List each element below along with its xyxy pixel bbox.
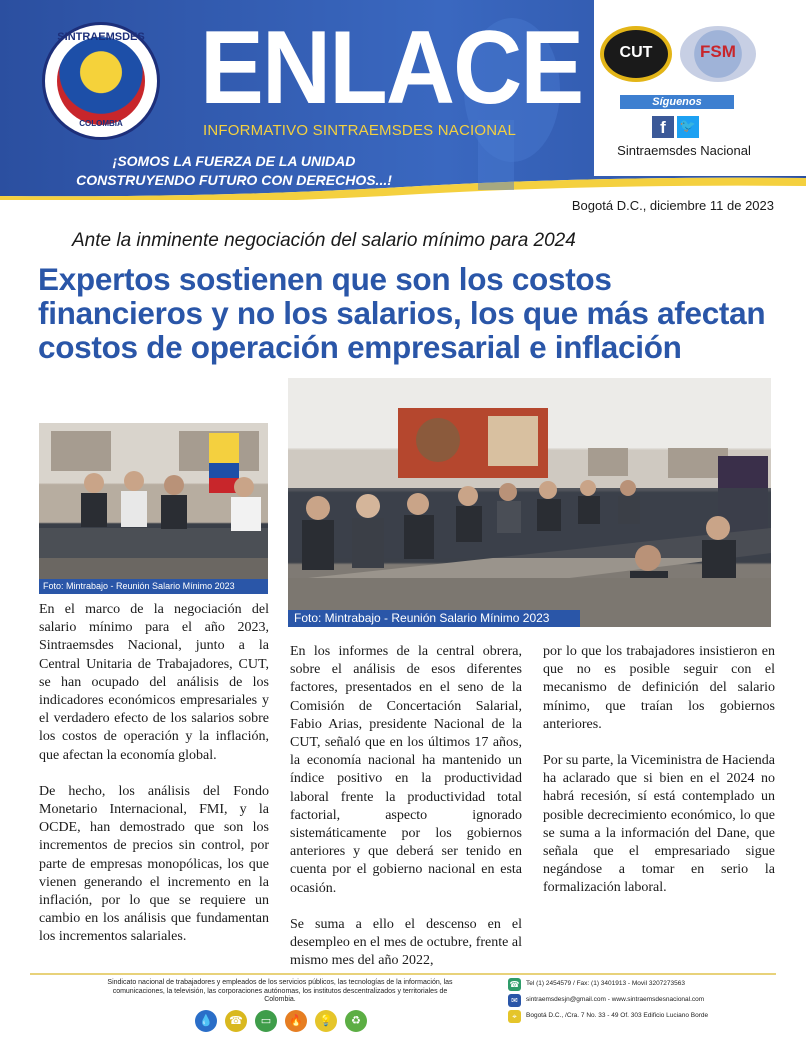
fsm-logo — [680, 26, 756, 82]
location-pin-icon: ⌖ — [508, 1010, 521, 1023]
contact-email-row — [508, 994, 788, 1008]
paragraph: En los informes de la central obrera, sobre el análisis de esos diferentes factores, presentados en el seno de la Comisión de Concertación Salarial, Fabio Arias, presidente Nacional de la CUT, señaló que en los últimos 17 años, la economía nacional ha mantenido un índice positivo en la productividad laboral frente la productividad total factorial, aspecto ignorado sistemáticamente por los gobiernos anteriores y que deberá ser tenido en cuenta por el gobierno nacional en esta ocasión. — [290, 644, 522, 896]
headline: Expertos sostienen que son los costos financieros y no los salarios, los que más afectan costos de operación empresarial e inflación — [38, 261, 766, 365]
facebook-icon[interactable]: f — [652, 116, 674, 138]
television-icon: ▭ — [255, 1010, 277, 1032]
light-bulb-icon: 💡 — [315, 1010, 337, 1032]
cut-logo-text: CUT — [619, 44, 653, 61]
kicker: Ante la inminente negociación del salario mínimo para 2024 — [72, 230, 576, 251]
paragraph: De hecho, los análisis del Fondo Monetario Internacional, FMI, y la OCDE, han demostrado que son los incrementos de precios sin control, por parte de empresas monopólicas, los que vienen generando el incremento en la inflación, por lo que se requiere un cambio en los análisis que fundamentan los incrementos salariales. — [39, 783, 269, 945]
contact-phone-row — [508, 978, 788, 992]
contact-email-web[interactable]: sintraemsdesjn@gmail.com - www.sintraemsdesnacional.com — [526, 996, 705, 1003]
photo-caption-small: Foto: Mintrabajo - Reunión Salario Mínimo 2023 — [39, 579, 268, 594]
water-icon: 💧 — [195, 1010, 217, 1032]
meeting-photo-small — [39, 423, 268, 594]
paragraph: En el marco de la negociación del salario mínimo para el año 2023, Sintraemsdes Nacional, junto a la Central Unitaria de Trabajadores, CUT, se han ocupado del análisis de los indicadores económicos empresariales y el verdadero efecto de los salarios sobre los costos de operación y la inflación, que afectan la economía global. — [39, 602, 269, 763]
contact-address: Bogotá D.C., /Cra. 7 No. 33 - 49 Of. 303 Edificio Luciano Borde — [526, 1012, 709, 1019]
phone-icon: ☎ — [509, 980, 520, 989]
slogan-line-1: ¡SOMOS LA FUERZA DE LA UNIDAD — [112, 153, 356, 169]
dateline: Bogotá D.C., diciembre 11 de 2023 — [571, 198, 774, 213]
paragraph: Por su parte, la Viceministra de Hacienda ha aclarado que si bien en el 2024 no habrá recesión, sí está contemplado un posible decrecimiento económico, lo que se suma a la información del Dane, que señala que el empresariado sigue negándose a tomar en serio la formalización laboral. — [543, 753, 775, 896]
social-handle: Sintraemsdes Nacional — [617, 143, 751, 158]
paragraph: Se suma a ello el descenso en el desempleo en el mes de octubre, frente al mismo mes del año 2022, — [290, 916, 522, 969]
union-logo-top-text: SINTRAEMSDES — [57, 31, 145, 43]
masthead-header — [0, 0, 806, 200]
paragraph: por lo que los trabajadores insistieron en que no es posible seguir con el mecanismo de definición del salario mínimo, que traían los gobiernos anteriores. — [543, 644, 775, 732]
union-description: Sindicato nacional de trabajadores y empleados de los servicios públicos, las tecnologías de la información, las comunicaciones, la televisión, las corporaciones autónomas, los institutos descentralizados y territoriales de Colombia. — [107, 979, 453, 1003]
cut-logo — [600, 26, 672, 82]
article-column-2 — [290, 643, 522, 988]
slogan-line-2: CONSTRUYENDO FUTURO CON DERECHOS...! — [76, 172, 392, 188]
twitter-icon[interactable]: 🐦 — [677, 116, 699, 138]
masthead-subtitle: INFORMATIVO SINTRAEMSDES NACIONAL — [203, 122, 517, 139]
telephone-icon: ☎ — [225, 1010, 247, 1032]
union-logo — [42, 22, 160, 140]
contact-address-row — [508, 1010, 788, 1024]
meeting-photo-large — [288, 378, 771, 627]
email-icon: ✉ — [508, 994, 521, 1007]
masthead-title: ENLACE — [200, 10, 583, 126]
contact-phone: Tel (1) 2454579 / Fax: (1) 3401913 - Movil 3207273563 — [526, 980, 685, 987]
article-column-1 — [39, 601, 269, 965]
recycle-icon: ♻ — [345, 1010, 367, 1032]
meeting-photo-small-illustration — [39, 423, 268, 594]
follow-us-label: Síguenos — [620, 95, 734, 109]
union-logo-emblem — [57, 37, 145, 125]
meeting-photo-large-illustration — [288, 378, 771, 627]
slogan — [44, 152, 424, 190]
fsm-logo-text: FSM — [700, 42, 736, 61]
article-column-3 — [543, 643, 775, 916]
union-logo-bottom-text: COLOMBIA — [79, 119, 123, 128]
photo-caption-large: Foto: Mintrabajo - Reunión Salario Mínimo 2023 — [288, 610, 580, 627]
gas-flame-icon: 🔥 — [285, 1010, 307, 1032]
footer-divider — [30, 973, 776, 975]
